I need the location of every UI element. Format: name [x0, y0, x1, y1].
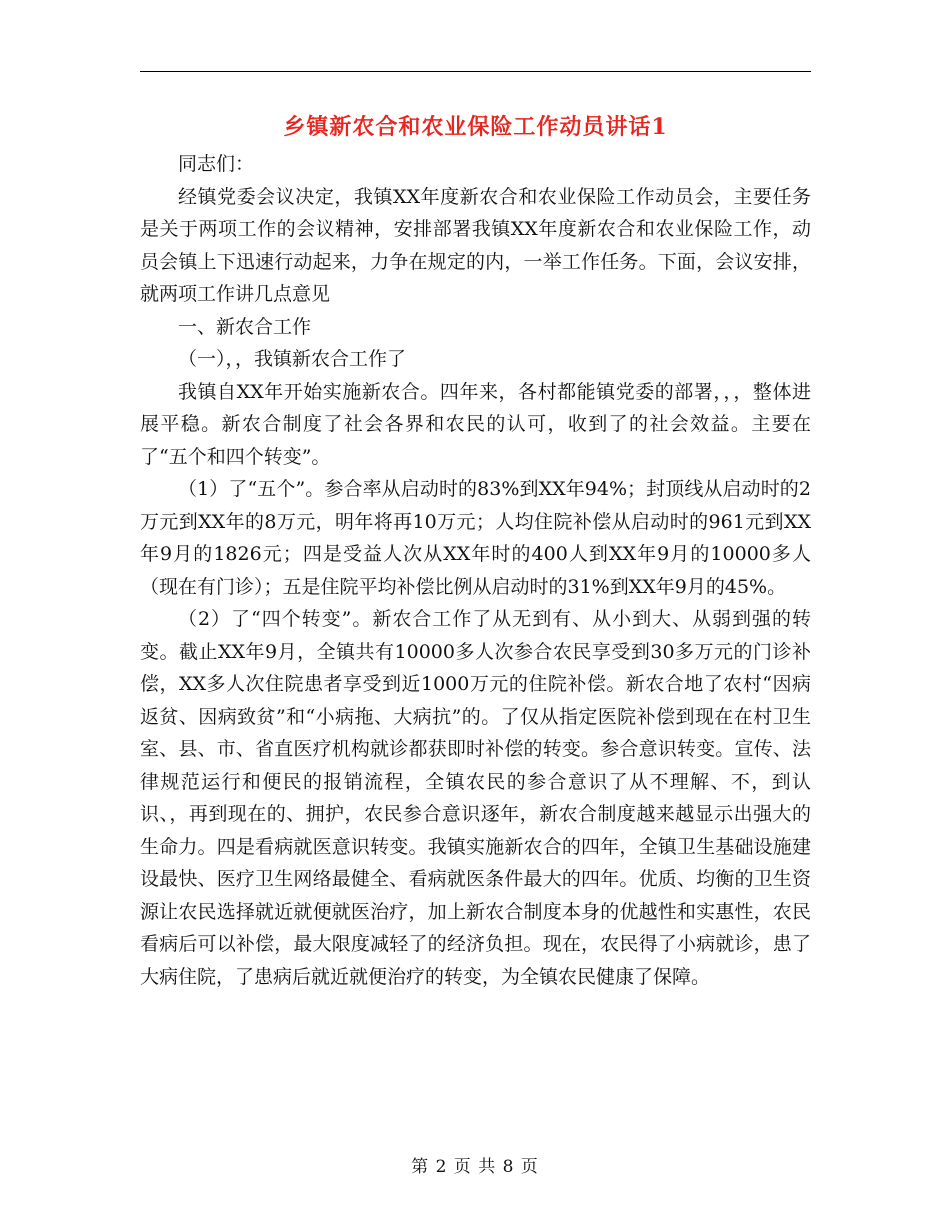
document-title: 乡镇新农合和农业保险工作动员讲话1	[283, 114, 668, 140]
intro-paragraph: 经镇党委会议决定，我镇XX年度新农合和农业保险工作动员会，主要任务是关于两项工作的会议精神，安排部署我镇XX年度新农合和农业保险工作，动员会镇上下迅速行动起来，力争在规定的内，一举工作任务。下面，会议安排，就两项工作讲几点意见	[140, 185, 811, 305]
body-paragraph: （1）了“五个”。参合率从启动时的83%到XX年94%；封顶线从启动时的2万元到XX年的8万元，明年将再10万元；人均住院补偿从启动时的961元到XX年9月的1826元；四是受益人次从XX年时的400人到XX年9月的10000多人（现在有门诊）；五是住院平均补偿比例从启动时的31%到XX年9月的45%。	[140, 478, 811, 598]
section-heading: 一、新农合工作	[178, 315, 312, 338]
body-paragraph: （2）了“四个转变”。新农合工作了从无到有、从小到大、从弱到强的转变。截止XX年9月，全镇共有10000多人次参合农民享受到30多万元的门诊补偿，XX多人次住院患者享受到近1000万元的住院补偿。新农合地了农村“因病返贫、因病致贫”和“小病拖、大病抗”的。了仅从指定医院补偿到现在在村卫生室、县、市、省直医疗机构就诊都获即时补偿的转变。参合意识转变。宣传、法律规范运行和便民的报销流程，全镇农民的参合意识了从不理解、不，到认识、，再到现在的、拥护，农民参合意识逐年，新农合制度越来越显示出强大的生命力。四是看病就医意识转变。我镇实施新农合的四年，全镇卫生基础设施建设最快、医疗卫生网络最健全、看病就医条件最大的四年。优质、均衡的卫生资源让农民选择就近就便就医治疗，加上新农合制度本身的优越性和实惠性，农民看病后可以补偿，最大限度减轻了的经济负担。现在，农民得了小病就诊，患了大病住院，了患病后就近就便治疗的转变，为全镇农民健康了保障。	[140, 608, 811, 988]
document-body	[140, 148, 811, 993]
subsection-heading: （一），，我镇新农合工作了	[178, 348, 407, 370]
salutation-paragraph: 同志们：	[178, 153, 255, 175]
page-number-footer: 第 2 页 共 8 页	[411, 1157, 539, 1177]
body-paragraph: 我镇自XX年开始实施新农合。四年来，各村都能镇党委的部署，，，整体进展平稳。新农合制度了社会各界和农民的认可，收到了的社会效益。主要在了“五个和四个转变”。	[140, 380, 811, 468]
header-rule	[140, 71, 811, 72]
